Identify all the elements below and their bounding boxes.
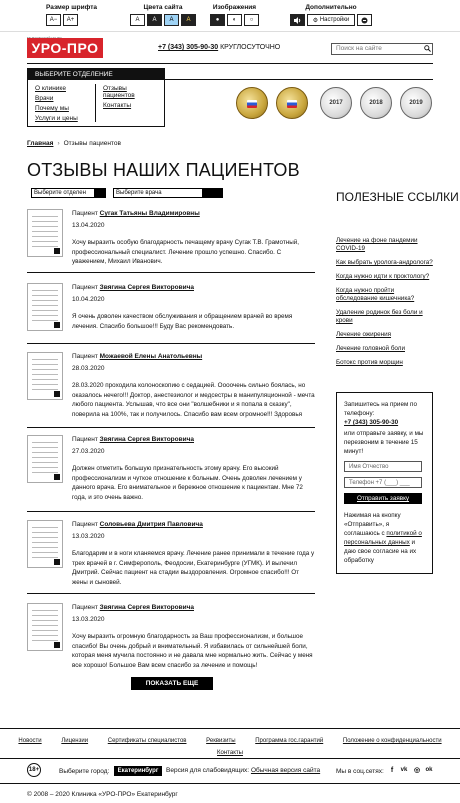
review-divider	[27, 272, 315, 273]
color-white-button[interactable]: А	[130, 14, 145, 26]
thumb-line	[32, 537, 58, 538]
header-phone	[158, 44, 280, 51]
breadcrumb	[27, 140, 121, 147]
thumb-line	[32, 295, 58, 296]
social-label: Мы в соц.сетях:	[336, 768, 384, 775]
images-on-button[interactable]: ●	[210, 14, 225, 26]
review-letter-thumbnail[interactable]	[27, 603, 63, 651]
callback-form	[336, 392, 433, 574]
version-label: Версия для слабовидящих:	[166, 767, 250, 774]
zoom-icon	[54, 248, 60, 254]
gear-icon: ⚙	[312, 17, 319, 24]
images-group	[210, 4, 259, 26]
thumb-line	[32, 615, 58, 616]
review-divider	[27, 343, 315, 344]
images-label: Изображения	[212, 4, 257, 11]
font-increase-button[interactable]: А+	[63, 14, 78, 26]
review-date: 13.03.2020	[72, 616, 105, 623]
review-letter-thumbnail[interactable]	[27, 352, 63, 400]
sidebar-title: ПОЛЕЗНЫЕ ССЫЛКИ	[336, 190, 459, 204]
review-divider	[27, 511, 315, 512]
doctor-filter-select[interactable]	[113, 188, 223, 198]
thumb-line	[32, 236, 58, 237]
font-size-group	[46, 4, 97, 26]
review-prefix: Пациент	[72, 436, 98, 443]
thumb-line	[32, 610, 58, 611]
review-letter-thumbnail[interactable]	[27, 435, 63, 483]
callback-mid-text: или отправьте заявку, и мы перезвоним в течение 15 минут!	[344, 430, 424, 455]
thumb-line	[32, 364, 58, 365]
settings-button[interactable]	[307, 14, 355, 26]
header-phone-hours: КРУГЛОСУТОЧНО	[220, 44, 281, 51]
department-filter-select[interactable]	[31, 188, 106, 198]
review-body	[72, 352, 315, 419]
review-body	[72, 209, 315, 267]
useful-link-obesity[interactable]: Лечение ожирения	[336, 331, 392, 338]
menu-item-doctors[interactable]: Врачи	[35, 95, 54, 102]
review-text: Благодарим и в ноги кланяемся врачу. Лечение ранее принимали в течение года у трех врачей в г. Симферополь, Феодосии, Екатеринбурге (УГМК). И вылечил Дмитрий. Сейчас пациент на стадии выздоровления. Огромное спасибо!!! От жены и сыновей.	[72, 550, 315, 586]
review-header	[72, 520, 315, 529]
menu-item-services[interactable]: Услуги и цены	[35, 115, 78, 122]
thumb-line	[32, 542, 58, 543]
footer-divider-bottom	[0, 783, 460, 784]
menu-item-why-us[interactable]: Почему мы	[35, 105, 69, 112]
zoom-icon	[54, 642, 60, 648]
footer-divider-top	[0, 728, 460, 729]
settings-label: Настройки	[319, 17, 350, 23]
images-gray-button[interactable]: ◐	[227, 14, 242, 26]
thumb-line	[32, 374, 58, 375]
thumb-line	[32, 241, 58, 242]
review-letter-thumbnail[interactable]	[27, 283, 63, 331]
menu-item-about[interactable]: О клинике	[35, 85, 66, 92]
normal-version-link[interactable]: Обычная версия сайта	[250, 767, 321, 774]
review-patient-name[interactable]: Можаевой Елены Анатольевны	[99, 353, 203, 360]
header-phone-number[interactable]: +7 (343) 305-90-30	[158, 44, 219, 51]
footer-link-privacy[interactable]: Положение о конфиденциальности	[342, 738, 442, 744]
thumb-line	[32, 216, 58, 217]
review-date: 10.04.2020	[72, 296, 105, 303]
thumb-line	[32, 625, 58, 626]
useful-link-moles[interactable]: Удаление родинок без боли и крови	[336, 309, 423, 324]
review-date: 27.03.2020	[72, 448, 105, 455]
font-decrease-button[interactable]: А−	[46, 14, 61, 26]
thumb-line	[32, 620, 58, 621]
name-input[interactable]: Имя Отчество	[344, 461, 422, 472]
consent-text	[344, 511, 425, 565]
review-header	[72, 283, 315, 292]
review-date: 13.04.2020	[72, 222, 105, 229]
footer-link-licenses[interactable]: Лицензии	[61, 738, 89, 744]
city-select-button[interactable]: Екатеринбург	[114, 766, 162, 776]
review-header	[72, 352, 315, 361]
thumb-line	[32, 457, 58, 458]
review-divider	[27, 593, 315, 594]
site-logo[interactable]: УРО-ПРО	[27, 38, 103, 58]
footer-link-guarantees[interactable]: Программа гос.гарантий	[255, 738, 324, 744]
thumb-line	[32, 226, 58, 227]
thumb-line	[32, 557, 58, 558]
thumb-line	[32, 305, 58, 306]
callback-intro: Запишитесь на прием по телефону:	[344, 401, 417, 417]
privacy-policy-link[interactable]: политикой о персональных данных	[344, 530, 422, 546]
version-switch	[166, 767, 320, 774]
footer-link-certificates[interactable]: Сертификаты специалистов	[107, 738, 187, 744]
review-body	[72, 283, 315, 331]
breadcrumb-separator: ›	[57, 140, 60, 147]
consent-text-a: Нажимая на кнопку «Отправить», я соглашаюсь с	[344, 512, 401, 537]
instagram-icon[interactable]: ◎	[413, 767, 421, 774]
thumb-line	[32, 315, 58, 316]
review-body	[72, 603, 315, 670]
footer-link-contacts[interactable]: Контакты	[217, 750, 243, 756]
zoom-icon	[54, 322, 60, 328]
breadcrumb-current: Отзывы пациентов	[63, 140, 121, 147]
useful-links	[336, 237, 436, 373]
thumb-line	[32, 384, 58, 385]
review-text: Хочу выразить огромную благодарность за Ваш профессионализм, и большое спасибо! Вы очень добрый и внимательный. Я избавилась от сильнейшей боли, которая меня мучила постоянно и не давала мне нормально жить. Сейчас у меня все хорошо! Большое Вам всем спасибо за лечение и помощь!	[72, 633, 313, 669]
color-blue-button[interactable]: А	[164, 14, 179, 26]
footer-link-news[interactable]: Новости	[18, 738, 42, 744]
menu-separator	[95, 84, 96, 122]
send-request-button[interactable]: Отправить заявку	[344, 493, 422, 504]
phone-input[interactable]: Телефон +7 (___) ___	[344, 477, 422, 488]
thumb-line	[32, 527, 58, 528]
review-prefix: Пациент	[72, 521, 98, 528]
colors-label: Цвета сайта	[143, 4, 183, 11]
color-black-button[interactable]: А	[147, 14, 162, 26]
useful-link-proctologist[interactable]: Когда нужно идти к проктологу?	[336, 273, 430, 280]
thumb-line	[32, 389, 58, 390]
review-body	[72, 520, 315, 587]
thumb-line	[32, 532, 58, 533]
award-medal-2017: 2017	[320, 87, 352, 119]
useful-link-urologist[interactable]: Как выбрать уролога-андролога?	[336, 259, 433, 266]
odnoklassniki-icon[interactable]: ok	[425, 767, 433, 773]
search-input[interactable]: Поиск на сайте	[331, 43, 433, 55]
footer-link-requisites[interactable]: Реквизиты	[206, 738, 236, 744]
main-menu	[27, 80, 165, 127]
useful-link-botox[interactable]: Ботокс против морщин	[336, 359, 403, 366]
review-header	[72, 435, 315, 444]
thumb-line	[32, 462, 58, 463]
more-label: Дополнительно	[305, 4, 357, 11]
thumb-line	[32, 472, 58, 473]
thumb-line	[32, 359, 58, 360]
thumb-line	[32, 310, 58, 311]
review-patient-name[interactable]: Звягина Сергея Викторовича	[99, 284, 194, 291]
footer-divider-mid	[0, 758, 460, 759]
review-prefix: Пациент	[72, 284, 98, 291]
review-text: Хочу выразить особую благодарность печащему врачу Сугак Т.В. Грамотный, профессиональный специалист. Лечение прошло успешно. Спасибо. С уважением, Михаил Иванович.	[72, 239, 299, 266]
thumb-line	[32, 552, 58, 553]
review-date: 28.03.2020	[72, 365, 105, 372]
callback-phone[interactable]: +7 (343) 305-90-30	[344, 419, 399, 426]
review-patient-name[interactable]: Звягина Сергея Викторовича	[99, 604, 194, 611]
thumb-line	[32, 452, 58, 453]
thumb-line	[32, 635, 58, 636]
vk-icon[interactable]: vk	[400, 767, 408, 773]
review-patient-name[interactable]: Звягина Сергея Викторовича	[99, 436, 194, 443]
speaker-icon[interactable]	[290, 14, 305, 26]
review-patient-name[interactable]: Соловьева Дмитрия Павловича	[99, 521, 203, 528]
facebook-icon[interactable]: f	[390, 766, 394, 774]
review-letter-thumbnail[interactable]	[27, 520, 63, 568]
department-filter-value: Выберите отделен	[32, 189, 94, 197]
consent-text-b: и даю свое согласие на их обработку	[344, 539, 417, 564]
header-divider	[27, 63, 433, 64]
review-date: 13.03.2020	[72, 533, 105, 540]
menu-item-reviews[interactable]: Отзывы пациентов	[103, 85, 135, 99]
department-select-button[interactable]: ВЫБЕРИТЕ ОТДЕЛЕНИЕ	[27, 68, 165, 80]
copyright: © 2008 – 2020 Клиника «УРО-ПРО» Екатеринбург	[27, 791, 178, 798]
review-text: 28.03.2020 проходила колоноскопию с седацией. Оооочень сильно боялась, но оказалось нечего!!! Доктор, анестезиолог и медсестры в манипуляционной - мечта любого пациента. Услышав, что все они "волшебники и я попала в сказку", поверила на 100%, так и получилось. Спасибо вам всем огромное!!! Здоровья	[72, 382, 315, 418]
age-restriction-badge: 18+	[27, 763, 41, 777]
page-title: ОТЗЫВЫ НАШИХ ПАЦИЕНТОВ	[27, 160, 300, 180]
breadcrumb-home[interactable]: Главная	[27, 140, 54, 147]
search-icon[interactable]	[424, 45, 431, 52]
review-prefix: Пациент	[72, 604, 98, 611]
colors-group	[130, 4, 196, 26]
thumb-line	[32, 640, 58, 641]
more-group	[290, 4, 372, 26]
thumb-line	[32, 547, 58, 548]
review-text: Я очень доволен качеством обслуживания и обращением врачей во время лечения. Спасибо большое!!! Буду Вас рекомендовать.	[72, 313, 293, 330]
review-patient-name[interactable]: Сугак Татьяны Владимировны	[99, 210, 200, 217]
thumb-line	[32, 300, 58, 301]
thumb-line	[32, 379, 58, 380]
thumb-line	[32, 320, 58, 321]
useful-link-headache[interactable]: Лечение головной боли	[336, 345, 405, 352]
review-letter-thumbnail[interactable]	[27, 209, 63, 257]
city-label: Выберите город:	[59, 768, 110, 775]
show-more-button[interactable]: ПОКАЗАТЬ ЕЩЕ	[131, 677, 213, 690]
menu-item-contacts[interactable]: Контакты	[103, 102, 132, 109]
award-medal-gold-2	[276, 87, 308, 119]
thumb-line	[32, 221, 58, 222]
nav-divider	[165, 79, 433, 80]
award-medal-gold-1	[236, 87, 268, 119]
accessibility-bar	[0, 0, 460, 32]
review-header	[72, 603, 315, 612]
thumb-line	[32, 290, 58, 291]
review-body	[72, 435, 315, 502]
thumb-line	[32, 467, 58, 468]
thumb-line	[32, 630, 58, 631]
menu-column-1	[35, 85, 78, 122]
color-yellow-button[interactable]: А	[181, 14, 196, 26]
thumb-line	[32, 442, 58, 443]
review-prefix: Пациент	[72, 353, 98, 360]
review-header	[72, 209, 315, 218]
doctor-filter-value: Выберите врача	[114, 189, 202, 197]
award-medal-2018: 2018	[360, 87, 392, 119]
review-divider	[27, 427, 315, 428]
thumb-line	[32, 246, 58, 247]
thumb-line	[32, 447, 58, 448]
thumb-line	[32, 369, 58, 370]
award-medal-2019: 2019	[400, 87, 432, 119]
useful-link-covid[interactable]: Лечение на фоне пандемии COVID-19	[336, 237, 418, 252]
zoom-icon	[54, 474, 60, 480]
useful-link-bowel-exam[interactable]: Когда нужно пройти обследование кишечника?	[336, 287, 415, 302]
footer-links	[0, 735, 460, 759]
review-text: Должен отметить большую признательность этому врачу. Его высокий профессионализм и чуткое отношение к больным. Очень доволен лечением у данного врача. Его внимательное и бережное отношение к пациентам. Мне 72 года, и это очень важно.	[72, 465, 303, 501]
thumb-line	[32, 231, 58, 232]
zoom-icon	[54, 559, 60, 565]
menu-column-2	[103, 85, 158, 109]
images-off-button[interactable]: ○	[244, 14, 259, 26]
zoom-icon	[54, 391, 60, 397]
font-size-label: Размер шрифта	[46, 4, 97, 11]
review-prefix: Пациент	[72, 210, 98, 217]
close-icon[interactable]	[357, 14, 372, 26]
